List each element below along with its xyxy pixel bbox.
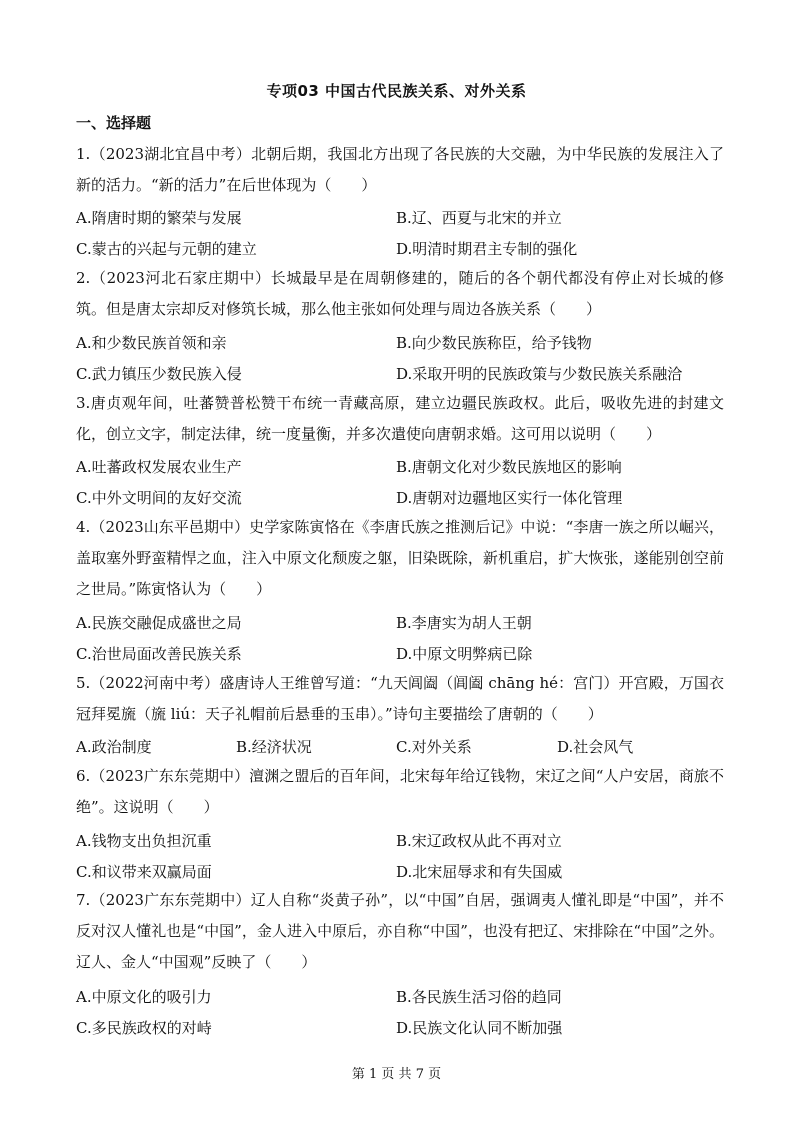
question-3-option-b: B.唐朝文化对少数民族地区的影响: [396, 458, 622, 476]
question-1-option-c: C.蒙古的兴起与元朝的建立: [76, 240, 257, 258]
question-5-stem: 5.（2022河南中考）盛唐诗人王维曾写道：“九天阊阖（阊阖 chāng hé：宫门）开宫殿，万国衣冠拜冕旒（旒 liú：天子礼帽前后悬垂的玉串）。”诗句主要描绘了唐朝的（ ）: [76, 674, 724, 723]
question-5-option-b: B.经济状况: [236, 738, 312, 756]
question-5-option-d: D.社会风气: [557, 738, 634, 756]
question-4-option-b: B.李唐实为胡人王朝: [396, 614, 532, 632]
question-2-option-a: A.和少数民族首领和亲: [76, 334, 227, 352]
question-7-option-d: D.民族文化认同不断加强: [396, 1019, 563, 1037]
page-footer: 第 1 页 共 7 页: [351, 1067, 442, 1082]
question-4-option-a: A.民族交融促成盛世之局: [76, 614, 242, 632]
question-5-option-c: C.对外关系: [396, 738, 472, 756]
question-1-option-b: B.辽、西夏与北宋的并立: [396, 209, 562, 227]
question-6-option-d: D.北宋屈辱求和有失国威: [396, 863, 563, 881]
question-3-stem: 3.唐贞观年间，吐蕃赞普松赞干布统一青藏高原，建立边疆民族政权。此后，吸收先进的封建文化，创立文字，制定法律，统一度量衡，并多次遣使向唐朝求婚。这可用以说明（ ）: [76, 394, 724, 443]
question-3-option-c: C.中外文明间的友好交流: [76, 489, 242, 507]
question-3-option-a: A.吐蕃政权发展农业生产: [76, 458, 242, 476]
question-2-option-d: D.采取开明的民族政策与少数民族关系融洽: [396, 365, 683, 383]
question-7-option-a: A.中原文化的吸引力: [76, 988, 212, 1006]
document-title: 专项03 中国古代民族关系、对外关系: [266, 82, 527, 100]
question-2-stem: 2.（2023河北石家庄期中）长城最早是在周朝修建的，随后的各个朝代都没有停止对长城的修筑。但是唐太宗却反对修筑长城，那么他主张如何处理与周边各族关系（ ）: [76, 269, 724, 318]
question-1-option-a: A.隋唐时期的繁荣与发展: [76, 209, 242, 227]
section-heading: 一、选择题: [76, 114, 152, 132]
question-6-option-a: A.钱物支出负担沉重: [76, 832, 212, 850]
question-6-stem: 6.（2023广东东莞期中）澶渊之盟后的百年间，北宋每年给辽钱物，宋辽之间“人户安居，商旅不绝”。这说明（ ）: [76, 767, 724, 816]
question-6-option-b: B.宋辽政权从此不再对立: [396, 832, 562, 850]
question-6-option-c: C.和议带来双赢局面: [76, 863, 212, 881]
question-2-option-c: C.武力镇压少数民族入侵: [76, 365, 242, 383]
question-3-option-d: D.唐朝对边疆地区实行一体化管理: [396, 489, 623, 507]
question-7-option-b: B.各民族生活习俗的趋同: [396, 988, 562, 1006]
question-2-option-b: B.向少数民族称臣，给予钱物: [396, 334, 592, 352]
question-4-option-d: D.中原文明弊病已除: [396, 645, 533, 663]
question-5-option-a: A.政治制度: [76, 738, 152, 756]
question-1-stem: 1.（2023湖北宜昌中考）北朝后期，我国北方出现了各民族的大交融，为中华民族的发展注入了新的活力。“新的活力”在后世体现为（ ）: [76, 145, 724, 194]
question-7-stem: 7.（2023广东东莞期中）辽人自称“炎黄子孙”，以“中国”自居，强调夷人懂礼即是“中国”，并不反对汉人懂礼也是“中国”，金人进入中原后，亦自称“中国”，也没有把辽、宋排除在“中国”之外。辽人、金人“中国观”反映了（ ）: [76, 891, 724, 971]
question-7-option-c: C.多民族政权的对峙: [76, 1019, 212, 1037]
question-4-stem: 4.（2023山东平邑期中）史学家陈寅恪在《李唐氏族之推测后记》中说：“李唐一族之所以崛兴，盖取塞外野蛮精悍之血，注入中原文化颓废之躯，旧染既除，新机重启，扩大恢张，遂能别创空前之世局。”陈寅恪认为（ ）: [76, 518, 724, 598]
question-1-option-d: D.明清时期君主专制的强化: [396, 240, 578, 258]
question-4-option-c: C.治世局面改善民族关系: [76, 645, 242, 663]
